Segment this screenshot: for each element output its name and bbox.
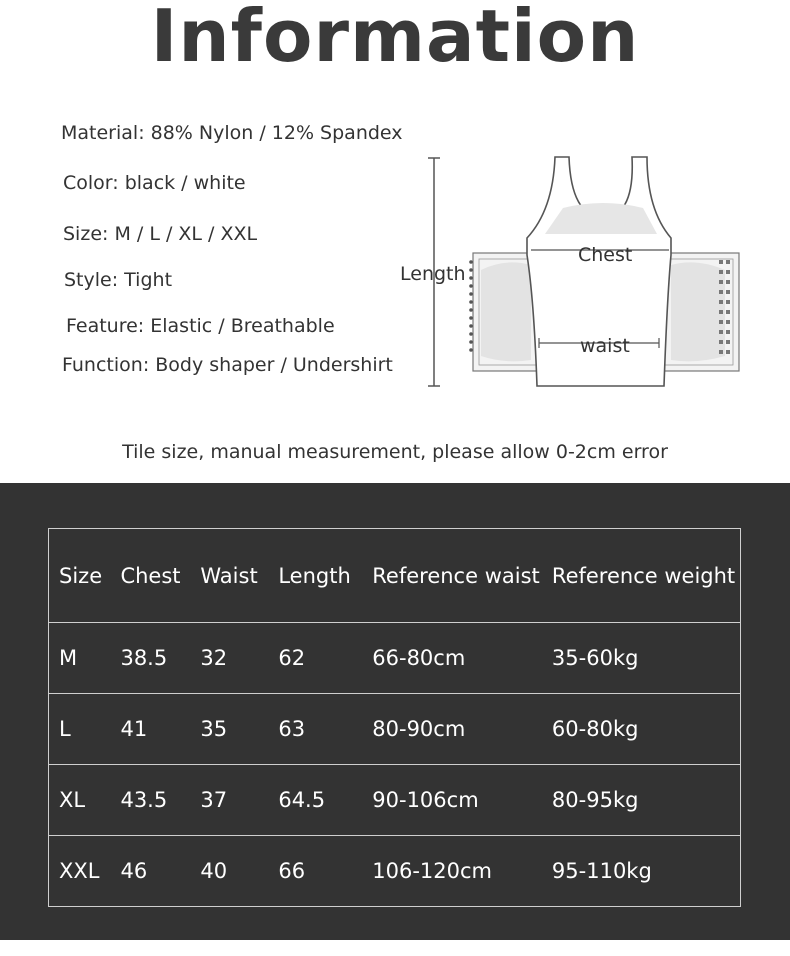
waist-label: waist (580, 335, 630, 357)
cell-length: 62 (268, 623, 362, 694)
cell-size: L (49, 694, 111, 765)
length-label: Length (400, 263, 466, 285)
spec-style: Style: Tight (64, 269, 173, 291)
header-chest: Chest (110, 529, 190, 623)
page-title: Information (150, 0, 640, 78)
cell-waist: 35 (190, 694, 268, 765)
cell-reference-weight: 95-110kg (542, 836, 741, 907)
cell-chest: 41 (110, 694, 190, 765)
cell-waist: 37 (190, 765, 268, 836)
table-header-row (49, 529, 741, 623)
cell-waist: 40 (190, 836, 268, 907)
cell-reference-weight: 35-60kg (542, 623, 741, 694)
cell-chest: 46 (110, 836, 190, 907)
cell-reference-waist: 80-90cm (362, 694, 542, 765)
garment-diagram (395, 150, 745, 410)
cell-reference-waist: 90-106cm (362, 765, 542, 836)
header-size: Size (49, 529, 111, 623)
measurement-note: Tile size, manual measurement, please allow 0-2cm error (122, 441, 668, 463)
cell-chest: 38.5 (110, 623, 190, 694)
table-row (49, 623, 741, 694)
cell-length: 64.5 (268, 765, 362, 836)
table-row (49, 765, 741, 836)
cell-size: XL (49, 765, 111, 836)
spec-color: Color: black / white (63, 172, 246, 194)
header-waist: Waist (190, 529, 268, 623)
spec-material: Material: 88% Nylon / 12% Spandex (61, 122, 403, 144)
cell-length: 63 (268, 694, 362, 765)
header-reference-waist: Reference waist (362, 529, 542, 623)
header-length: Length (268, 529, 362, 623)
spec-feature: Feature: Elastic / Breathable (66, 315, 335, 337)
chest-label: Chest (578, 244, 633, 266)
spec-size: Size: M / L / XL / XXL (63, 223, 258, 245)
cell-size: XXL (49, 836, 111, 907)
header-reference-weight: Reference weight (542, 529, 741, 623)
cell-reference-weight: 80-95kg (542, 765, 741, 836)
cell-size: M (49, 623, 111, 694)
cell-chest: 43.5 (110, 765, 190, 836)
cell-length: 66 (268, 836, 362, 907)
table-row (49, 836, 741, 907)
cell-reference-waist: 106-120cm (362, 836, 542, 907)
cell-waist: 32 (190, 623, 268, 694)
cell-reference-waist: 66-80cm (362, 623, 542, 694)
spec-function: Function: Body shaper / Undershirt (62, 354, 393, 376)
cell-reference-weight: 60-80kg (542, 694, 741, 765)
table-row (49, 694, 741, 765)
size-table (48, 528, 741, 907)
